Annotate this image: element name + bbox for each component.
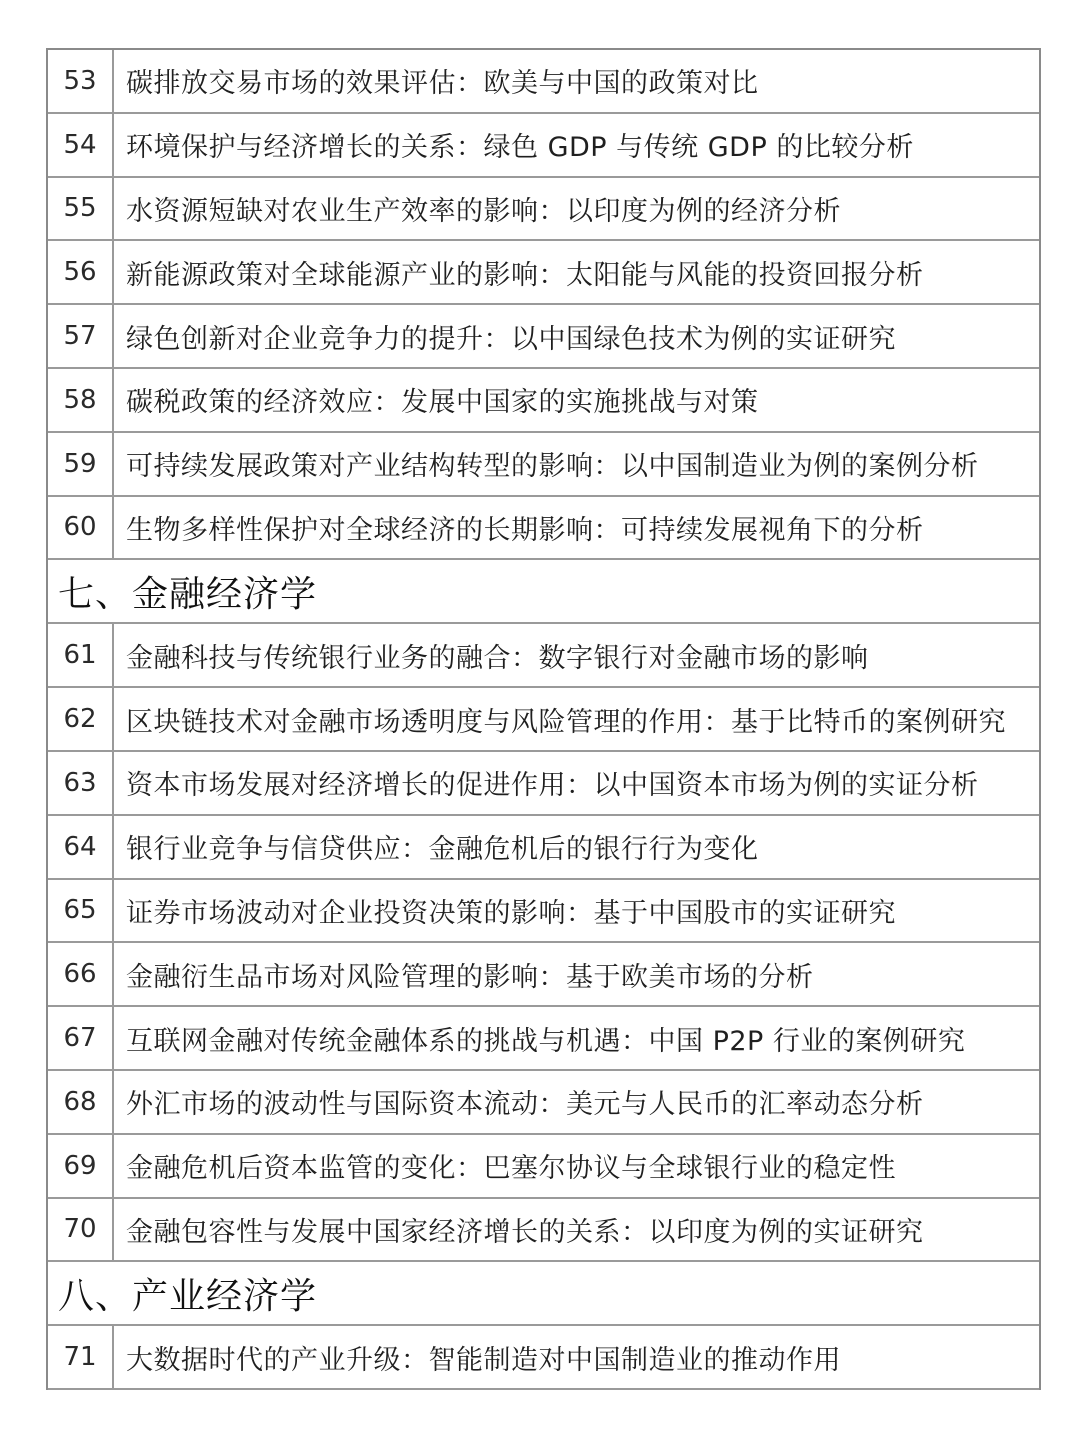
row-title: 大数据时代的产业升级：智能制造对中国制造业的推动作用 bbox=[126, 1344, 841, 1376]
topic-table bbox=[46, 48, 1041, 1390]
table-row bbox=[48, 1071, 1039, 1135]
row-number: 62 bbox=[48, 688, 114, 750]
row-number: 61 bbox=[48, 624, 114, 686]
row-number: 54 bbox=[48, 114, 114, 176]
row-number: 63 bbox=[48, 752, 114, 814]
row-number: 70 bbox=[48, 1199, 114, 1261]
row-number: 56 bbox=[48, 241, 114, 303]
row-title: 区块链技术对金融市场透明度与风险管理的作用：基于比特币的案例研究 bbox=[126, 706, 1006, 738]
row-title: 金融科技与传统银行业务的融合：数字银行对金融市场的影响 bbox=[126, 642, 869, 674]
table-row bbox=[48, 1199, 1039, 1263]
row-number: 64 bbox=[48, 816, 114, 878]
row-title: 环境保护与经济增长的关系：绿色 GDP 与传统 GDP 的比较分析 bbox=[126, 132, 914, 164]
row-title: 新能源政策对全球能源产业的影响：太阳能与风能的投资回报分析 bbox=[126, 259, 924, 291]
row-number: 68 bbox=[48, 1071, 114, 1133]
row-number: 55 bbox=[48, 178, 114, 240]
row-title: 金融包容性与发展中国家经济增长的关系：以印度为例的实证研究 bbox=[126, 1216, 924, 1248]
row-title: 证券市场波动对企业投资决策的影响：基于中国股市的实证研究 bbox=[126, 897, 896, 929]
table-row bbox=[48, 305, 1039, 369]
row-number: 58 bbox=[48, 369, 114, 431]
table-row bbox=[48, 943, 1039, 1007]
row-number: 59 bbox=[48, 433, 114, 495]
row-number: 53 bbox=[48, 50, 114, 112]
row-title: 可持续发展政策对产业结构转型的影响：以中国制造业为例的案例分析 bbox=[126, 451, 979, 483]
row-number: 65 bbox=[48, 880, 114, 942]
row-title: 水资源短缺对农业生产效率的影响：以印度为例的经济分析 bbox=[126, 195, 841, 227]
table-row bbox=[48, 50, 1039, 114]
table-row bbox=[48, 433, 1039, 497]
row-title: 外汇市场的波动性与国际资本流动：美元与人民币的汇率动态分析 bbox=[126, 1089, 924, 1121]
row-number: 60 bbox=[48, 497, 114, 559]
row-title: 金融危机后资本监管的变化：巴塞尔协议与全球银行业的稳定性 bbox=[126, 1153, 896, 1185]
row-title: 绿色创新对企业竞争力的提升：以中国绿色技术为例的实证研究 bbox=[126, 323, 896, 355]
table-row bbox=[48, 880, 1039, 944]
table-row bbox=[48, 1007, 1039, 1071]
section-heading-finance: 七、金融经济学 bbox=[48, 560, 1039, 624]
table-row bbox=[48, 178, 1039, 242]
row-title: 碳税政策的经济效应：发展中国家的实施挑战与对策 bbox=[126, 387, 759, 419]
table-row bbox=[48, 369, 1039, 433]
table-row bbox=[48, 624, 1039, 688]
row-number: 66 bbox=[48, 943, 114, 1005]
row-title: 碳排放交易市场的效果评估：欧美与中国的政策对比 bbox=[126, 68, 759, 100]
row-number: 69 bbox=[48, 1135, 114, 1197]
row-number: 57 bbox=[48, 305, 114, 367]
row-number: 71 bbox=[48, 1326, 114, 1388]
row-number: 67 bbox=[48, 1007, 114, 1069]
table-row bbox=[48, 497, 1039, 561]
table-row bbox=[48, 1135, 1039, 1199]
row-title: 资本市场发展对经济增长的促进作用：以中国资本市场为例的实证分析 bbox=[126, 770, 979, 802]
table-row bbox=[48, 688, 1039, 752]
table-row bbox=[48, 241, 1039, 305]
table-row bbox=[48, 752, 1039, 816]
row-title: 互联网金融对传统金融体系的挑战与机遇：中国 P2P 行业的案例研究 bbox=[126, 1025, 966, 1057]
row-title: 金融衍生品市场对风险管理的影响：基于欧美市场的分析 bbox=[126, 961, 814, 993]
row-title: 生物多样性保护对全球经济的长期影响：可持续发展视角下的分析 bbox=[126, 514, 924, 546]
table-row bbox=[48, 816, 1039, 880]
table-row bbox=[48, 114, 1039, 178]
table-row bbox=[48, 1326, 1039, 1390]
row-title: 银行业竞争与信贷供应：金融危机后的银行行为变化 bbox=[126, 834, 759, 866]
section-heading-industrial: 八、产业经济学 bbox=[48, 1262, 1039, 1326]
